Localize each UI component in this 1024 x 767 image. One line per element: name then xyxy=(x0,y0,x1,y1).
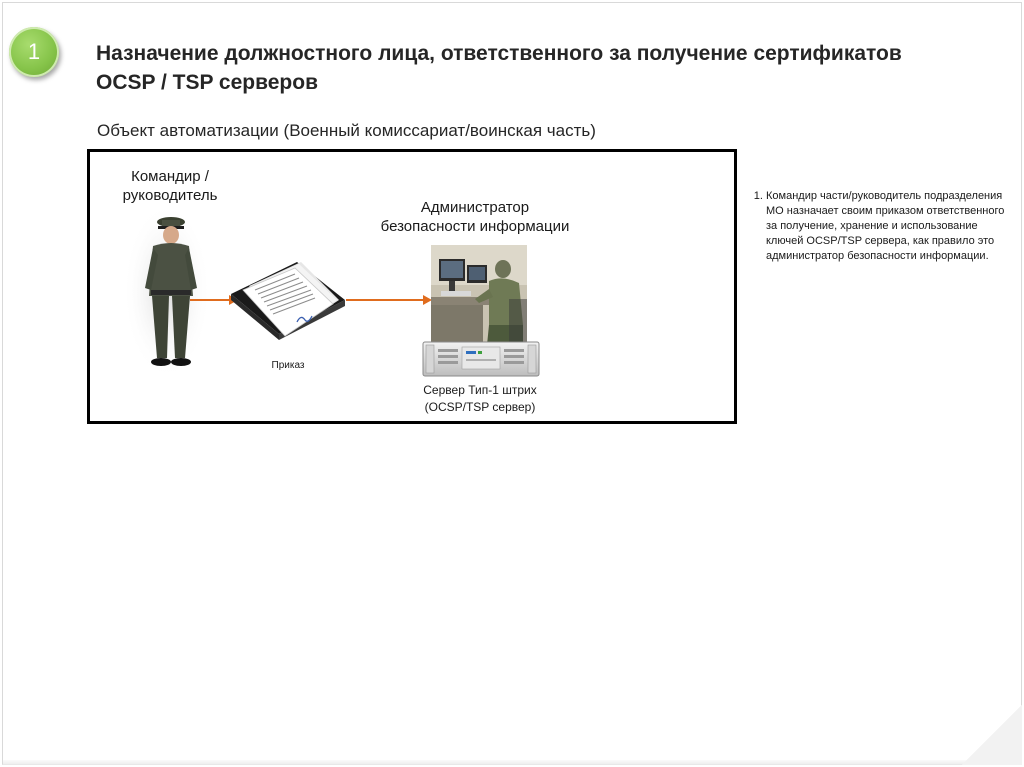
page-corner xyxy=(962,705,1022,765)
server-label-line-1: Сервер Тип-1 штрих xyxy=(423,383,537,397)
server-label xyxy=(400,382,560,416)
note-item-1: 1. Командир части/руководитель подразделения МО назначает своим приказом ответственного за получение, хранение и использование ключей OCSP/TSP сервера, как правило это администратор безопасности информации. xyxy=(766,189,1010,264)
title-line-1: Назначение должностного лица, ответственного за получение сертификатов xyxy=(96,42,902,65)
server-label-line-2: (OCSP/TSP сервер) xyxy=(424,400,536,414)
slide-number-badge: 1 xyxy=(9,27,59,77)
title-line-2: OCSP / TSP серверов xyxy=(96,71,318,94)
order-label: Приказ xyxy=(271,360,305,371)
notes-panel xyxy=(744,189,1010,264)
arrow-commander-to-order xyxy=(190,299,230,301)
slide-title xyxy=(96,39,996,97)
admin-workstation-photo-icon xyxy=(431,245,527,345)
admin-label xyxy=(360,198,590,236)
commander-figure-icon xyxy=(127,210,207,372)
commander-label-line-1: Командир / xyxy=(131,168,209,185)
commander-label xyxy=(110,167,230,205)
arrow-order-to-admin xyxy=(346,299,424,301)
notes-list xyxy=(744,189,1010,264)
automation-object-subtitle: Объект автоматизации (Военный комиссариат/воинская часть) xyxy=(97,121,596,140)
admin-label-line-2: безопасности информации xyxy=(380,218,570,235)
commander-label-line-2: руководитель xyxy=(122,187,218,204)
server-icon xyxy=(422,341,540,377)
admin-label-line-1: Администратор xyxy=(420,199,530,216)
order-document-icon xyxy=(227,250,347,358)
